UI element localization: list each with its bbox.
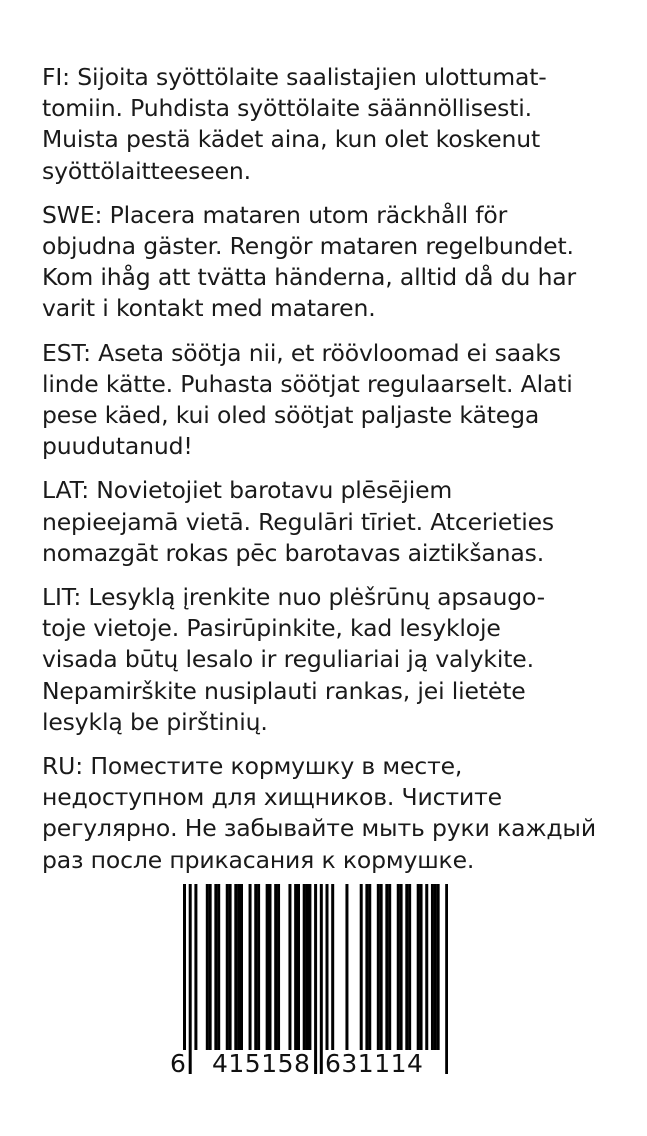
barcode-bar [368,884,371,1050]
barcode-bar [266,884,269,1050]
barcode-bar [257,884,260,1050]
barcode-bar [274,884,277,1050]
barcode-bar [388,884,391,1050]
barcode-guard-bar [183,884,186,1074]
paragraph-est: EST: Aseta söötja nii, et röövloomad ei saaks linde kätte. Puhasta söötjat regulaarselt. Alati pese käed, kui oled söötjat paljaste kätega puudutanud! [42,338,573,461]
paragraph-fi: FI: Sijoita syöttölaite saalistajien ulottumat- tomiin. Puhdista syöttölaite säännöllisesti. Muista pestä kädet aina, kun olet koskenut syöttölaitteeseen. [42,63,547,185]
barcode-bar [294,884,297,1050]
barcode-bar [405,884,408,1050]
barcode-bar [431,884,434,1050]
barcode-guard-bar [320,884,323,1074]
barcode-bar [229,884,232,1050]
barcode-right-digits: 631114 [325,1049,424,1078]
barcode-bar [237,884,240,1050]
barcode-bar [365,884,368,1050]
barcode-bar [400,884,403,1050]
barcode-bar [194,884,197,1050]
barcode-bar [331,884,334,1050]
barcode-bar [297,884,300,1050]
paragraph-swe: SWE: Placera mataren utom räckhåll för objudna gäster. Rengör mataren regelbundet. Kom ihåg att tvätta händerna, alltid då du har varit i kontakt med mataren. [42,200,577,323]
barcode-bar [437,884,440,1050]
instructions-text [42,62,622,889]
barcode-lead-digit: 6 [170,1049,186,1078]
barcode-bar [209,884,212,1050]
barcode-guard-bar [445,884,448,1074]
barcode-bar [254,884,257,1050]
barcode-bar [345,884,348,1050]
barcode-bar [288,884,291,1050]
barcode [168,884,448,1080]
barcode-bar [420,884,423,1050]
barcode-bar [206,884,209,1050]
barcode-bar [249,884,252,1050]
barcode-guard-bar [314,884,317,1074]
barcode-bar [408,884,411,1050]
barcode-bar [425,884,428,1050]
barcode-bar [234,884,237,1050]
barcode-bar [326,884,329,1050]
barcode-bar [217,884,220,1050]
barcode-bar [385,884,388,1050]
barcode-bar [417,884,420,1050]
barcode-bar [277,884,280,1050]
barcode-bar [380,884,383,1050]
barcode-bar [360,884,363,1050]
barcode-bar [397,884,400,1050]
barcode-bar [269,884,272,1050]
barcode-bar [226,884,229,1050]
paragraph-lat: LAT: Novietojiet barotavu plēsējiem nepieejamā vietā. Regulāri tīriet. Atcerieties nomazgāt rokas pēc barotavas aiztikšanas. [42,476,554,567]
barcode-bar [214,884,217,1050]
barcode-bar [240,884,243,1050]
barcode-bar [377,884,380,1050]
barcode-left-digits: 415158 [212,1049,311,1078]
barcode-bar [306,884,309,1050]
paragraph-lit: LIT: Lesyklą įrenkite nuo plėšrūnų apsaugo- toje vietoje. Pasirūpinkite, kad lesykloje visada būtų lesalo ir reguliariai ją valykite. Nepamirškite nusiplauti rankas, jei lietėte lesyklą be pirštinių. [42,583,545,736]
barcode-bar [303,884,306,1050]
barcode-bar [434,884,437,1050]
barcode-guard-bar [189,884,192,1074]
barcode-bar [308,884,311,1050]
paragraph-ru: RU: Поместите кормушку в месте, недоступном для хищников. Чистите регулярно. Не забывайте мыть руки каждый раз после прикасания к кормушке. [42,752,596,874]
